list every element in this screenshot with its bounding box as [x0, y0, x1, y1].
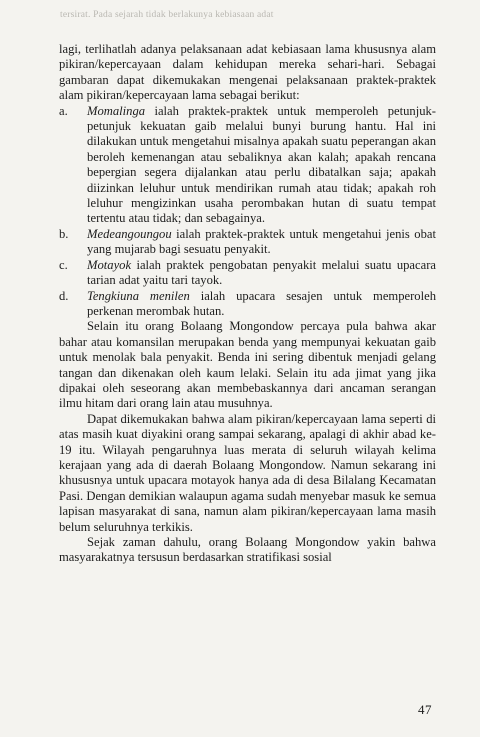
page-number: 47	[418, 702, 432, 717]
paragraph-amulets: Selain itu orang Bolaang Mongondow percaya pula bahwa akar bahar atau komansilan merupakan benda yang mempunyai kekuatan gaib untuk menolak bala penyakit. Benda ini sering dibentuk menjadi gelang tangan dan dikenakan oleh kaum lelaki. Selain itu ada jimat yang jika dipakai oleh seseorang akan membebaskannya dari ancaman serangan ilmu hitam dari orang lain atau musuhnya.	[59, 319, 436, 411]
list-marker: b.	[59, 226, 69, 241]
list-item	[59, 258, 436, 289]
list-item	[59, 227, 436, 258]
list-item	[59, 289, 436, 320]
item-description: ialah praktek pengobatan penyakit melalui suatu upacara tarian adat yaitu tari tayok.	[87, 257, 436, 288]
paragraph-stratification: Sejak zaman dahulu, orang Bolaang Mongondow yakin bahwa masyarakatnya tersusun berdasarkan stratifikasi sosial	[59, 535, 436, 565]
list-marker: a.	[59, 103, 68, 118]
item-description: ialah upacara sesajen untuk memperoleh perkenan merombak hutan.	[87, 288, 436, 318]
body-text	[59, 42, 436, 566]
item-term: Tengkiuna menilen	[87, 288, 190, 303]
intro-paragraph: lagi, terlihatlah adanya pelaksanaan adat kebiasaan lama khususnya alam pikiran/kepercayaan dalam kehidupan mereka sehari-hari. Sebagai gambaran dapat dikemukakan mengenai pelaksanaan praktek-praktek alam pikiran/kepercayaan lama sebagai berikut:	[59, 42, 436, 103]
item-description: ialah praktek-praktek untuk memperoleh petunjuk-petunjuk kekuatan gaib melalui bunyi burung hantu. Hal ini dilakukan untuk mengetahui misalnya apakah suatu peperangan akan beroleh kemenangan atau sebaliknya akan kalah; apakah rencana bepergian segera dijalankan atau perlu dibatalkan saja; apakah diizinkan leluhur untuk mendirikan rumah atau tidak; apakah roh leluhur mengizinkan usaha perombakan hutan di suatu tempat tertentu atau tidak; dan sebagainya.	[87, 103, 436, 226]
item-term: Motayok	[87, 257, 132, 272]
item-term: Momalinga	[87, 103, 146, 118]
item-term: Medeangoungou	[87, 226, 172, 241]
bleed-through-text: tersirat. Pada sejarah tidak berlakunya kebiasaan adat	[60, 10, 274, 20]
list-marker: c.	[59, 257, 68, 272]
list-item	[59, 104, 436, 227]
paragraph-beliefs: Dapat dikemukakan bahwa alam pikiran/kepercayaan lama seperti di atas masih kuat diyakini orang sampai sekarang, apalagi di akhir abad ke-19 itu. Wilayah pengaruhnya luas merata di seluruh wilayah kelima kerajaan yang ada di daerah Bolaang Mongondow. Namun sekarang ini khususnya untuk upacara motayok hanya ada di desa Bilalang Kecamatan Pasi. Dengan demikian walaupun agama sudah menyebar masuk ke semua lapisan masyarakat di sana, namun alam pikiran/kepercayaan lama masih belum seluruhnya terkikis.	[59, 411, 436, 534]
practice-list	[59, 104, 436, 320]
item-description: ialah praktek-praktek untuk mengetahui jenis obat yang mujarab bagi sesuatu penyakit.	[87, 226, 436, 257]
list-marker: d.	[59, 288, 69, 303]
